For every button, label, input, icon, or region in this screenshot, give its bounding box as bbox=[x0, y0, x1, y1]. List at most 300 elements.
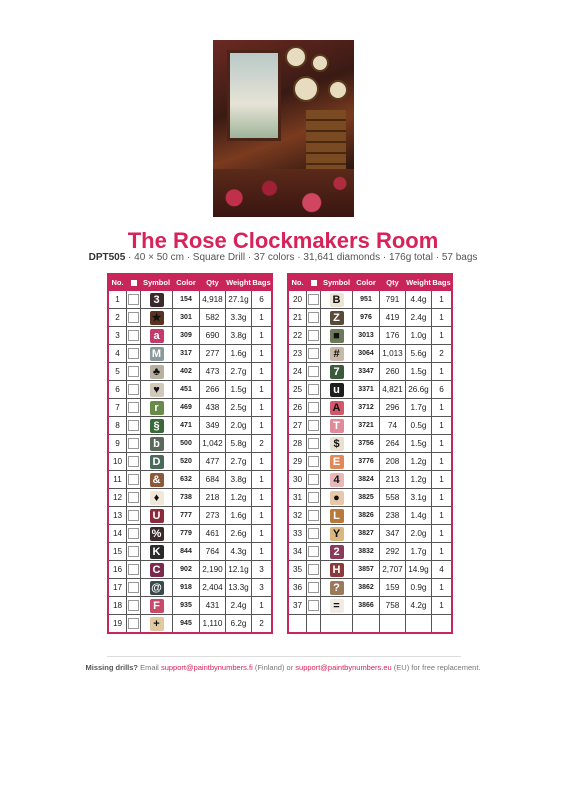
checkbox[interactable] bbox=[128, 348, 139, 359]
checkbox-cell bbox=[127, 381, 141, 399]
product-details: · 40 × 50 cm · Square Drill · 37 colors · 31,641 diamonds · 176g total · 57 bags bbox=[125, 252, 478, 263]
symbol-cell bbox=[141, 399, 173, 417]
row-number: 3 bbox=[108, 327, 127, 345]
footer-text: (EU) for free replacement. bbox=[391, 663, 481, 672]
table-row bbox=[108, 579, 272, 597]
table-row bbox=[108, 471, 272, 489]
checkbox[interactable] bbox=[308, 294, 319, 305]
symbol-cell bbox=[141, 453, 173, 471]
checkbox-cell bbox=[307, 561, 321, 579]
quantity: 4,821 bbox=[380, 381, 406, 399]
table-row bbox=[288, 597, 452, 615]
weight: 4.2g bbox=[406, 597, 432, 615]
bags: 1 bbox=[432, 507, 453, 525]
bags: 3 bbox=[252, 579, 273, 597]
checkbox[interactable] bbox=[128, 474, 139, 485]
product-code: DPT505 bbox=[88, 252, 126, 263]
symbol-icon: ♦ bbox=[150, 491, 164, 505]
checkbox-cell bbox=[127, 507, 141, 525]
table-row bbox=[108, 597, 272, 615]
row-number: 22 bbox=[288, 327, 307, 345]
bags: 1 bbox=[252, 417, 273, 435]
bags: 1 bbox=[432, 579, 453, 597]
symbol-cell bbox=[321, 561, 353, 579]
table-row bbox=[108, 561, 272, 579]
quantity: 264 bbox=[380, 435, 406, 453]
weight: 2.4g bbox=[226, 597, 252, 615]
weight: 3.8g bbox=[226, 327, 252, 345]
checkbox-cell bbox=[307, 435, 321, 453]
color-code: 844 bbox=[173, 543, 200, 561]
weight: 1.4g bbox=[406, 507, 432, 525]
quantity: 477 bbox=[200, 453, 226, 471]
symbol-cell bbox=[321, 597, 353, 615]
bags: 1 bbox=[252, 363, 273, 381]
color-code: 402 bbox=[173, 363, 200, 381]
table-row bbox=[108, 381, 272, 399]
symbol-icon: r bbox=[150, 401, 164, 415]
artwork-clock bbox=[311, 54, 329, 72]
weight: 1.2g bbox=[226, 489, 252, 507]
color-code: 3825 bbox=[353, 489, 380, 507]
checkbox[interactable] bbox=[308, 348, 319, 359]
checkbox[interactable] bbox=[128, 528, 139, 539]
symbol-cell bbox=[321, 489, 353, 507]
weight: 0.9g bbox=[406, 579, 432, 597]
symbol-icon: ■ bbox=[330, 329, 344, 343]
symbol-icon: § bbox=[150, 419, 164, 433]
empty-cell bbox=[406, 615, 432, 634]
symbol-cell bbox=[141, 435, 173, 453]
checkbox-cell bbox=[127, 489, 141, 507]
weight: 2.4g bbox=[406, 309, 432, 327]
color-code: 3862 bbox=[353, 579, 380, 597]
symbol-icon: $ bbox=[330, 437, 344, 451]
email-link-eu[interactable]: support@paintbynumbers.eu bbox=[295, 663, 392, 672]
table-row bbox=[288, 435, 452, 453]
bags: 1 bbox=[432, 291, 453, 309]
checkbox[interactable] bbox=[308, 564, 319, 575]
color-code: 738 bbox=[173, 489, 200, 507]
quantity: 431 bbox=[200, 597, 226, 615]
table-row bbox=[288, 381, 452, 399]
row-number: 8 bbox=[108, 417, 127, 435]
color-code: 945 bbox=[173, 615, 200, 634]
footer-text: (Finland) or bbox=[252, 663, 296, 672]
table-row bbox=[288, 525, 452, 543]
checkbox[interactable] bbox=[308, 420, 319, 431]
table-row bbox=[108, 507, 272, 525]
symbol-icon: 4 bbox=[330, 473, 344, 487]
checkbox[interactable] bbox=[128, 366, 139, 377]
header-check-icon bbox=[127, 274, 141, 291]
weight: 1.2g bbox=[406, 453, 432, 471]
symbol-icon: b bbox=[150, 437, 164, 451]
symbol-icon: 7 bbox=[330, 365, 344, 379]
bags: 2 bbox=[252, 615, 273, 634]
bags: 1 bbox=[432, 309, 453, 327]
weight: 0.5g bbox=[406, 417, 432, 435]
table-header bbox=[108, 274, 272, 291]
checkbox-cell bbox=[307, 381, 321, 399]
weight: 2.6g bbox=[226, 525, 252, 543]
footer-divider bbox=[107, 656, 461, 657]
row-number: 12 bbox=[108, 489, 127, 507]
checkbox[interactable] bbox=[308, 312, 319, 323]
row-number: 18 bbox=[108, 597, 127, 615]
bags: 1 bbox=[432, 471, 453, 489]
page-title: The Rose Clockmakers Room bbox=[127, 228, 439, 253]
bags: 1 bbox=[252, 471, 273, 489]
table-row bbox=[108, 309, 272, 327]
artwork-drawers bbox=[306, 110, 346, 170]
table-row bbox=[108, 363, 272, 381]
row-number: 11 bbox=[108, 471, 127, 489]
weight: 12.1g bbox=[226, 561, 252, 579]
weight: 26.6g bbox=[406, 381, 432, 399]
symbol-cell bbox=[321, 291, 353, 309]
quantity: 260 bbox=[380, 363, 406, 381]
weight: 3.3g bbox=[226, 309, 252, 327]
quantity: 1,110 bbox=[200, 615, 226, 634]
checkbox-cell bbox=[307, 309, 321, 327]
checkbox-cell bbox=[127, 399, 141, 417]
symbol-icon: T bbox=[330, 419, 344, 433]
color-code: 976 bbox=[353, 309, 380, 327]
column-header: Bags bbox=[432, 274, 453, 291]
bags: 1 bbox=[252, 507, 273, 525]
bags: 2 bbox=[252, 435, 273, 453]
checkbox[interactable] bbox=[128, 330, 139, 341]
checkbox[interactable] bbox=[128, 294, 139, 305]
color-code: 3712 bbox=[353, 399, 380, 417]
checkbox[interactable] bbox=[128, 600, 139, 611]
row-number: 7 bbox=[108, 399, 127, 417]
checkbox[interactable] bbox=[128, 618, 139, 629]
column-header: Bags bbox=[252, 274, 273, 291]
checkbox-cell bbox=[127, 309, 141, 327]
column-header: Symbol bbox=[141, 274, 173, 291]
row-number: 27 bbox=[288, 417, 307, 435]
checkbox-cell bbox=[307, 507, 321, 525]
symbol-icon: ♥ bbox=[150, 383, 164, 397]
quantity: 2,707 bbox=[380, 561, 406, 579]
table-row bbox=[288, 471, 452, 489]
symbol-cell bbox=[321, 381, 353, 399]
checkbox-cell bbox=[307, 471, 321, 489]
checkbox[interactable] bbox=[308, 600, 319, 611]
footer bbox=[0, 663, 566, 672]
checkbox[interactable] bbox=[308, 438, 319, 449]
quantity: 296 bbox=[380, 399, 406, 417]
symbol-icon: % bbox=[150, 527, 164, 541]
weight: 1.2g bbox=[406, 471, 432, 489]
bags: 1 bbox=[252, 327, 273, 345]
checkbox-cell bbox=[307, 345, 321, 363]
weight: 14.9g bbox=[406, 561, 432, 579]
artwork-window bbox=[227, 50, 281, 141]
checkbox-cell bbox=[127, 471, 141, 489]
artwork-clock bbox=[328, 80, 348, 100]
weight: 2.7g bbox=[226, 453, 252, 471]
checkbox[interactable] bbox=[308, 384, 319, 395]
checkbox-cell bbox=[127, 435, 141, 453]
color-code: 471 bbox=[173, 417, 200, 435]
symbol-cell bbox=[321, 309, 353, 327]
table-row bbox=[108, 435, 272, 453]
symbol-icon: @ bbox=[151, 581, 162, 594]
symbol-cell bbox=[141, 381, 173, 399]
row-number: 34 bbox=[288, 543, 307, 561]
symbol-cell bbox=[141, 327, 173, 345]
checkbox-cell bbox=[307, 579, 321, 597]
bags: 1 bbox=[432, 525, 453, 543]
footer-text: Email bbox=[138, 663, 161, 672]
quantity: 213 bbox=[380, 471, 406, 489]
subtitle bbox=[0, 252, 566, 263]
table-row bbox=[288, 579, 452, 597]
table-row bbox=[288, 399, 452, 417]
bags: 1 bbox=[252, 489, 273, 507]
checkbox[interactable] bbox=[308, 492, 319, 503]
checkbox[interactable] bbox=[308, 402, 319, 413]
row-number: 10 bbox=[108, 453, 127, 471]
row-number: 36 bbox=[288, 579, 307, 597]
symbol-cell bbox=[321, 363, 353, 381]
checkbox[interactable] bbox=[128, 420, 139, 431]
quantity: 582 bbox=[200, 309, 226, 327]
symbol-icon: B bbox=[330, 293, 344, 307]
bags: 6 bbox=[252, 291, 273, 309]
table-row bbox=[108, 327, 272, 345]
quantity: 791 bbox=[380, 291, 406, 309]
color-code: 451 bbox=[173, 381, 200, 399]
checkbox[interactable] bbox=[308, 528, 319, 539]
symbol-icon: a bbox=[150, 329, 164, 343]
color-code: 3721 bbox=[353, 417, 380, 435]
symbol-icon: U bbox=[150, 509, 164, 523]
color-code: 779 bbox=[173, 525, 200, 543]
bags: 1 bbox=[432, 543, 453, 561]
symbol-icon: F bbox=[150, 599, 164, 613]
checkbox[interactable] bbox=[128, 312, 139, 323]
symbol-cell bbox=[321, 327, 353, 345]
row-number: 29 bbox=[288, 453, 307, 471]
footer-lead: Missing drills? bbox=[85, 663, 139, 672]
symbol-icon: ♣ bbox=[150, 365, 164, 379]
checkbox-cell bbox=[307, 327, 321, 345]
symbol-cell bbox=[141, 471, 173, 489]
symbol-icon: u bbox=[330, 383, 344, 397]
weight: 1.5g bbox=[406, 435, 432, 453]
bags: 1 bbox=[432, 327, 453, 345]
table-row bbox=[288, 291, 452, 309]
symbol-cell bbox=[321, 579, 353, 597]
row-number: 15 bbox=[108, 543, 127, 561]
color-code: 3857 bbox=[353, 561, 380, 579]
column-header: Qty bbox=[380, 274, 406, 291]
symbol-cell bbox=[321, 507, 353, 525]
symbol-cell bbox=[141, 597, 173, 615]
symbol-icon: + bbox=[150, 617, 164, 631]
artwork-roses bbox=[213, 169, 354, 217]
checkbox[interactable] bbox=[308, 366, 319, 377]
checkbox[interactable] bbox=[308, 330, 319, 341]
bags: 1 bbox=[252, 525, 273, 543]
bags: 1 bbox=[432, 435, 453, 453]
quantity: 2,404 bbox=[200, 579, 226, 597]
table-row bbox=[288, 561, 452, 579]
weight: 1.5g bbox=[226, 381, 252, 399]
checkbox[interactable] bbox=[128, 510, 139, 521]
row-number: 35 bbox=[288, 561, 307, 579]
symbol-icon: L bbox=[330, 509, 344, 523]
checkbox[interactable] bbox=[308, 474, 319, 485]
weight: 2.0g bbox=[226, 417, 252, 435]
checkbox-cell bbox=[127, 345, 141, 363]
square-icon bbox=[311, 280, 317, 286]
quantity: 347 bbox=[380, 525, 406, 543]
table-row bbox=[288, 345, 452, 363]
checkbox[interactable] bbox=[128, 384, 139, 395]
row-number: 31 bbox=[288, 489, 307, 507]
checkbox[interactable] bbox=[308, 546, 319, 557]
checkbox[interactable] bbox=[128, 402, 139, 413]
row-number: 30 bbox=[288, 471, 307, 489]
checkbox[interactable] bbox=[128, 582, 139, 593]
checkbox-cell bbox=[307, 453, 321, 471]
checkbox[interactable] bbox=[128, 546, 139, 557]
quantity: 277 bbox=[200, 345, 226, 363]
symbol-icon: D bbox=[150, 455, 164, 469]
column-header: Color bbox=[353, 274, 380, 291]
checkbox[interactable] bbox=[308, 510, 319, 521]
symbol-icon: M bbox=[150, 347, 164, 361]
quantity: 218 bbox=[200, 489, 226, 507]
row-number: 20 bbox=[288, 291, 307, 309]
checkbox[interactable] bbox=[128, 564, 139, 575]
color-code: 3064 bbox=[353, 345, 380, 363]
checkbox-cell bbox=[307, 543, 321, 561]
weight: 3.8g bbox=[226, 471, 252, 489]
symbol-cell bbox=[321, 417, 353, 435]
weight: 1.7g bbox=[406, 543, 432, 561]
color-code: 3013 bbox=[353, 327, 380, 345]
checkbox[interactable] bbox=[308, 582, 319, 593]
weight: 1.5g bbox=[406, 363, 432, 381]
bags: 1 bbox=[252, 453, 273, 471]
symbol-icon: ★ bbox=[150, 311, 164, 325]
weight: 6.2g bbox=[226, 615, 252, 634]
column-header: No. bbox=[288, 274, 307, 291]
email-link-fi[interactable]: support@paintbynumbers.fi bbox=[160, 663, 253, 672]
bags: 1 bbox=[432, 399, 453, 417]
bags: 1 bbox=[432, 453, 453, 471]
checkbox-cell bbox=[127, 615, 141, 634]
symbol-cell bbox=[141, 561, 173, 579]
table-row bbox=[108, 291, 272, 309]
row-number: 13 bbox=[108, 507, 127, 525]
color-code: 3776 bbox=[353, 453, 380, 471]
checkbox-cell bbox=[307, 597, 321, 615]
quantity: 419 bbox=[380, 309, 406, 327]
checkbox[interactable] bbox=[308, 456, 319, 467]
empty-cell bbox=[353, 615, 380, 634]
symbol-cell bbox=[321, 543, 353, 561]
table-row bbox=[108, 417, 272, 435]
symbol-cell bbox=[321, 453, 353, 471]
empty-cell bbox=[307, 615, 321, 634]
color-table-left bbox=[107, 273, 273, 634]
empty-cell bbox=[321, 615, 353, 634]
checkbox[interactable] bbox=[128, 492, 139, 503]
row-number: 23 bbox=[288, 345, 307, 363]
row-number: 33 bbox=[288, 525, 307, 543]
row-number: 28 bbox=[288, 435, 307, 453]
bags: 6 bbox=[432, 381, 453, 399]
quantity: 238 bbox=[380, 507, 406, 525]
symbol-cell bbox=[141, 309, 173, 327]
quantity: 4,918 bbox=[200, 291, 226, 309]
row-number: 5 bbox=[108, 363, 127, 381]
color-code: 3866 bbox=[353, 597, 380, 615]
symbol-icon: 3 bbox=[150, 293, 164, 307]
symbol-cell bbox=[141, 345, 173, 363]
bags: 1 bbox=[432, 363, 453, 381]
checkbox[interactable] bbox=[128, 438, 139, 449]
weight: 2.7g bbox=[226, 363, 252, 381]
checkbox-cell bbox=[307, 399, 321, 417]
header-check-icon bbox=[307, 274, 321, 291]
checkbox-cell bbox=[127, 561, 141, 579]
row-number: 37 bbox=[288, 597, 307, 615]
table-row bbox=[288, 417, 452, 435]
color-code: 154 bbox=[173, 291, 200, 309]
symbol-icon: H bbox=[330, 563, 344, 577]
bags: 3 bbox=[252, 561, 273, 579]
weight: 4.3g bbox=[226, 543, 252, 561]
symbol-cell bbox=[321, 399, 353, 417]
symbol-icon: E bbox=[330, 455, 344, 469]
checkbox-cell bbox=[127, 597, 141, 615]
row-number: 25 bbox=[288, 381, 307, 399]
row-number: 26 bbox=[288, 399, 307, 417]
checkbox-cell bbox=[127, 327, 141, 345]
table-row bbox=[108, 345, 272, 363]
color-code: 918 bbox=[173, 579, 200, 597]
weight: 13.3g bbox=[226, 579, 252, 597]
color-code: 3827 bbox=[353, 525, 380, 543]
table-row bbox=[108, 453, 272, 471]
symbol-cell bbox=[321, 525, 353, 543]
symbol-cell bbox=[141, 363, 173, 381]
checkbox-cell bbox=[127, 579, 141, 597]
column-header: Color bbox=[173, 274, 200, 291]
row-number: 24 bbox=[288, 363, 307, 381]
checkbox-cell bbox=[127, 291, 141, 309]
symbol-icon: # bbox=[330, 347, 344, 361]
color-code: 469 bbox=[173, 399, 200, 417]
table-header bbox=[288, 274, 452, 291]
table-row bbox=[288, 327, 452, 345]
row-number: 32 bbox=[288, 507, 307, 525]
table-row bbox=[108, 489, 272, 507]
color-code: 902 bbox=[173, 561, 200, 579]
quantity: 1,013 bbox=[380, 345, 406, 363]
row-number: 2 bbox=[108, 309, 127, 327]
row-number: 14 bbox=[108, 525, 127, 543]
checkbox[interactable] bbox=[128, 456, 139, 467]
